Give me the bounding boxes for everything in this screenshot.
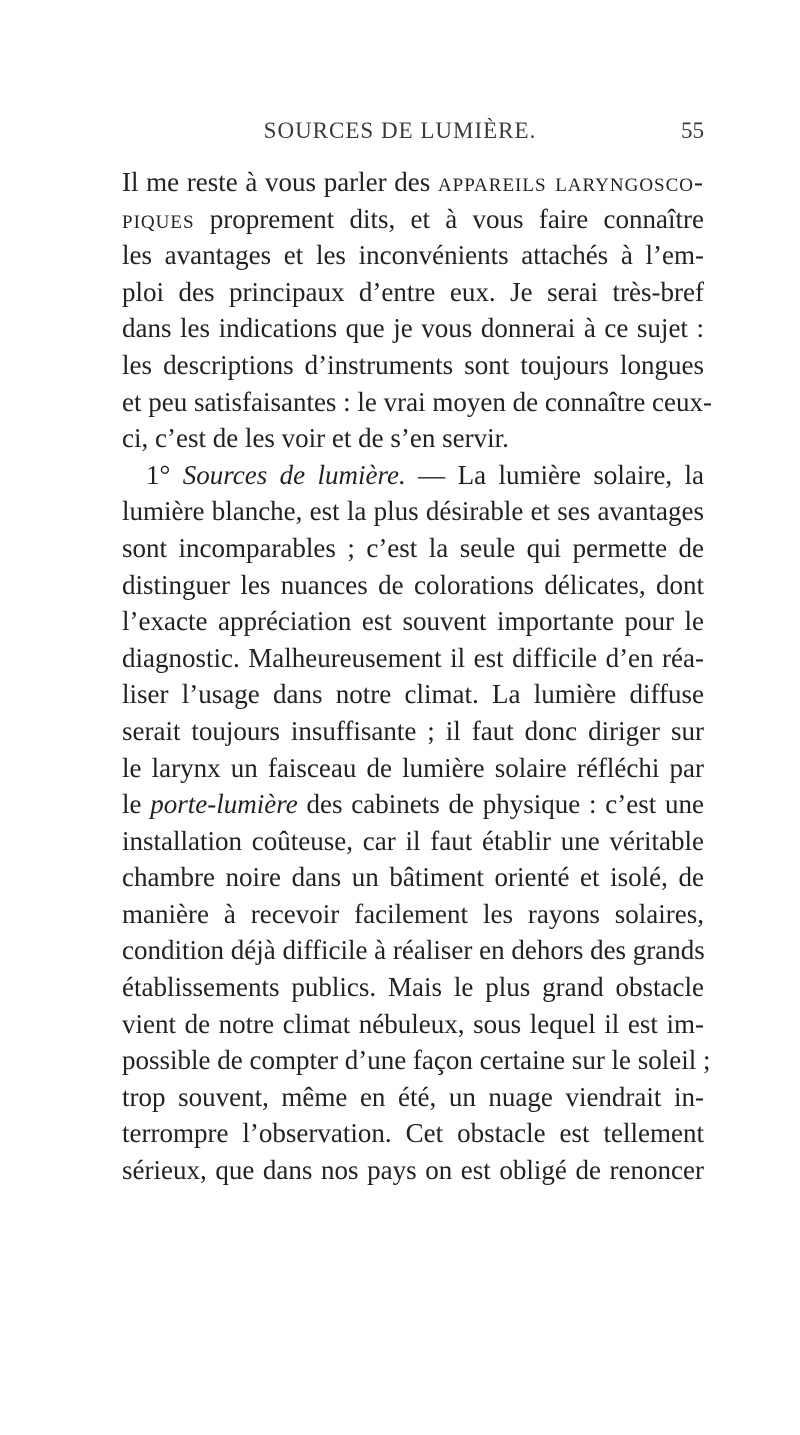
text-line bbox=[122, 859, 704, 896]
text-run: le bbox=[122, 789, 151, 820]
text-run: distinguer les nuances de colorations délicates, dont bbox=[122, 569, 704, 600]
running-title: SOURCES DE LUMIÈRE. bbox=[263, 118, 537, 143]
running-head bbox=[96, 118, 704, 148]
text-run: ploi des principaux d’entre eux. Je serai très-bref bbox=[122, 276, 704, 307]
text-run: et peu satisfaisantes : le vrai moyen de connaître ceux- bbox=[122, 386, 713, 417]
text-line bbox=[122, 932, 704, 969]
text-run: l’exacte appréciation est souvent importante pour le bbox=[122, 606, 704, 637]
text-run: chambre noire dans un bâtiment orienté et isolé, de bbox=[122, 862, 704, 893]
text-run: lumière blanche, est la plus désirable et ses avantages bbox=[122, 496, 704, 527]
text-line bbox=[122, 457, 704, 494]
text-run: possible de compter d’une façon certaine sur le soleil ; bbox=[122, 1045, 711, 1076]
text-line bbox=[122, 310, 704, 347]
text-line bbox=[122, 384, 713, 421]
text-run: serait toujours insuffisante ; il faut donc diriger sur bbox=[122, 715, 704, 746]
body-text bbox=[122, 164, 713, 1189]
text-line bbox=[122, 420, 704, 457]
text-run: vient de notre climat nébuleux, sous lequel il est im- bbox=[122, 1008, 704, 1039]
text-line bbox=[122, 493, 704, 530]
text-line bbox=[122, 896, 704, 933]
text-run: sérieux, que dans nos pays on est obligé de renoncer bbox=[122, 1155, 704, 1186]
small-caps-phrase: appareils laryngosco- bbox=[437, 167, 704, 197]
text-line bbox=[122, 201, 704, 238]
text-run: sont incomparables ; c’est la seule qui permette de bbox=[122, 532, 704, 563]
text-run: établissements publics. Mais le plus grand obstacle bbox=[122, 972, 704, 1003]
text-line bbox=[122, 713, 704, 750]
text-line bbox=[122, 347, 704, 384]
text-line bbox=[122, 274, 704, 311]
text-line bbox=[122, 530, 704, 567]
text-line bbox=[122, 567, 704, 604]
text-line bbox=[122, 237, 704, 274]
text-run: proprement dits, et à vous faire connaître bbox=[194, 203, 704, 234]
text-run: des cabinets de physique : c’est une bbox=[297, 789, 704, 820]
text-line bbox=[122, 1152, 704, 1189]
text-line bbox=[122, 969, 704, 1006]
text-run: installation coûteuse, car il faut établir une véritable bbox=[122, 825, 704, 856]
text-run: terrompre l’observation. Cet obstacle est tellement bbox=[122, 1118, 704, 1149]
text-line bbox=[122, 603, 704, 640]
text-line bbox=[122, 1042, 711, 1079]
italic-phrase: Sources de lumière. bbox=[182, 459, 406, 490]
text-line bbox=[122, 1115, 704, 1152]
text-line bbox=[122, 823, 704, 860]
text-line bbox=[122, 786, 704, 823]
text-run: les avantages et les inconvénients attachés à l’em- bbox=[122, 240, 704, 271]
text-run: liser l’usage dans notre climat. La lumière diffuse bbox=[122, 679, 704, 710]
text-run: dans les indications que je vous donnerai à ce sujet : bbox=[122, 313, 704, 344]
text-run: Il me reste à vous parler des bbox=[122, 167, 438, 197]
text-line bbox=[122, 1079, 704, 1116]
text-run: condition déjà difficile à réaliser en dehors des grands bbox=[122, 935, 705, 966]
text-line bbox=[122, 164, 704, 201]
text-run: 1° bbox=[146, 459, 183, 490]
page-number: 55 bbox=[681, 118, 704, 143]
text-run: trop souvent, même en été, un nuage viendrait in- bbox=[122, 1081, 704, 1112]
text-run: le larynx un faisceau de lumière solaire réfléchi par bbox=[122, 752, 704, 783]
small-caps-phrase: piques bbox=[122, 203, 195, 234]
text-run: ci, c’est de les voir et de s’en servir. bbox=[122, 423, 509, 454]
text-line bbox=[122, 750, 704, 787]
text-run: — La lumière solaire, la bbox=[405, 459, 704, 490]
text-line bbox=[122, 676, 704, 713]
text-run: diagnostic. Malheureusement il est difficile d’en réa- bbox=[122, 642, 704, 673]
text-line bbox=[122, 640, 704, 677]
text-run: les descriptions d’instruments sont toujours longues bbox=[122, 349, 704, 380]
text-run: manière à recevoir facilement les rayons solaires, bbox=[122, 898, 704, 929]
text-line bbox=[122, 1006, 704, 1043]
italic-phrase: porte-lumière bbox=[150, 789, 298, 820]
